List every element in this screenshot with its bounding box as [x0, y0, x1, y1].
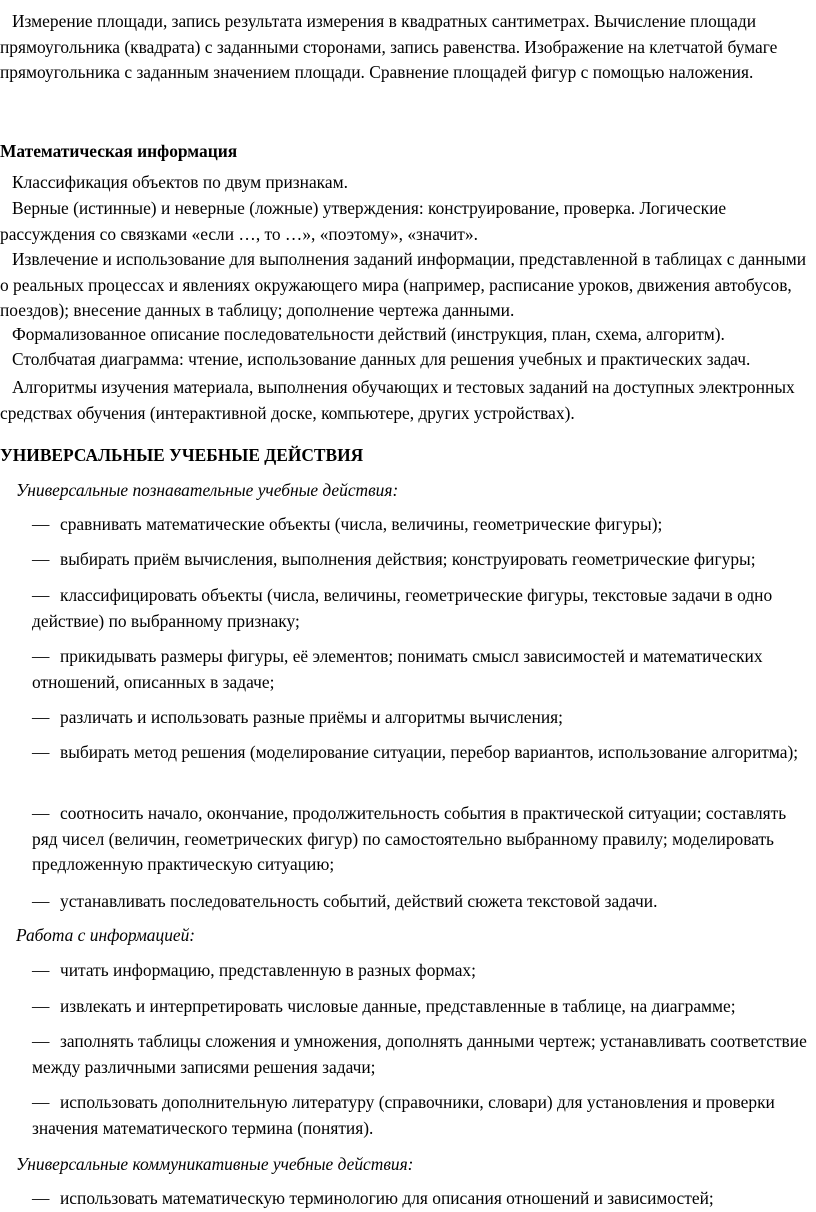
math-info-paragraph: Столбчатая диаграмма: чтение, использование данных для решения учебных и практических задач.	[12, 349, 751, 369]
list-item-text: заполнять таблицы сложения и умножения, дополнять данными чертеж; устанавливать соответствие между различными записями решения задачи;	[32, 1031, 807, 1077]
dash-marker: —	[32, 803, 50, 823]
dash-marker: —	[32, 996, 50, 1016]
dash-marker: —	[32, 1188, 50, 1208]
list-item	[32, 801, 816, 878]
list-item-text: использовать математическую терминологию для описания отношений и зависимостей;	[60, 1188, 714, 1208]
list-item-text: извлекать и интерпретировать числовые данные, представленные в таблице, на диаграмме;	[60, 996, 736, 1016]
subsection-title-cognitive: Универсальные познавательные учебные действия:	[16, 480, 399, 500]
list-item-text: соотносить начало, окончание, продолжительность события в практической ситуации; составлять ряд чисел (величин, геометрических фигур) по самостоятельно выбранному правилу; моделировать предложенную практическую ситуацию;	[32, 803, 787, 874]
math-info-paragraph: Алгоритмы изучения материала, выполнения обучающих и тестовых заданий на доступных электронных средствах обучения (интерактивной доске, компьютере, других устройствах).	[0, 377, 795, 423]
intro-paragraph: Измерение площади, запись результата измерения в квадратных сантиметрах. Вычисление площади прямоугольника (квадрата) с заданными сторонами, запись равенства. Изображение на клетчатой бумаге прямоугольника с заданным значением площади. Сравнение площадей фигур с помощью наложения.	[0, 11, 778, 82]
list-item-text: читать информацию, представленную в разных формах;	[60, 960, 476, 980]
math-info-paragraph: Формализованное описание последовательности действий (инструкция, план, схема, алгоритм).	[12, 324, 725, 344]
list-item-text: сравнивать математические объекты (числа, величины, геометрические фигуры);	[60, 514, 663, 534]
dash-marker: —	[32, 514, 50, 534]
dash-marker: —	[32, 707, 50, 727]
list-item-text: классифицировать объекты (числа, величины, геометрические фигуры, текстовые задачи в одно действие) по выбранному признаку;	[32, 585, 773, 631]
dash-marker: —	[32, 549, 50, 569]
dash-marker: —	[32, 960, 50, 980]
list-item	[32, 994, 816, 1020]
section-title-uud: УНИВЕРСАЛЬНЫЕ УЧЕБНЫЕ ДЕЙСТВИЯ	[0, 445, 364, 465]
dash-marker: —	[32, 585, 50, 605]
list-item	[32, 958, 816, 984]
list-item	[32, 512, 816, 538]
list-item-text: прикидывать размеры фигуры, её элементов; понимать смысл зависимостей и математических отношений, описанных в задаче;	[32, 646, 763, 692]
dash-marker: —	[32, 646, 50, 666]
list-item-text: использовать дополнительную литературу (справочники, словари) для установления и проверки значения математического термина (понятия).	[32, 1092, 775, 1138]
list-item	[32, 1090, 816, 1141]
section-title-math-info: Математическая информация	[0, 141, 238, 161]
list-item	[32, 547, 816, 573]
dash-marker: —	[32, 1092, 50, 1112]
list-item	[32, 889, 816, 915]
list-item	[32, 1029, 816, 1080]
list-item-text: выбирать метод решения (моделирование ситуации, перебор вариантов, использование алгоритма);	[60, 742, 799, 762]
math-info-paragraph: Извлечение и использование для выполнения заданий информации, представленной в таблицах с данными о реальных процессах и явлениях окружающего мира (например, расписание уроков, движения автобусов, поездов); внесение данных в таблицу; дополнение чертежа данными.	[0, 249, 807, 320]
list-item	[32, 740, 816, 766]
math-info-paragraph: Верные (истинные) и неверные (ложные) утверждения: конструирование, проверка. Логические рассуждения со связками «если …, то …», «поэтому», «значит».	[0, 198, 727, 244]
dash-marker: —	[32, 891, 50, 911]
list-item-text: устанавливать последовательность событий, действий сюжета текстовой задачи.	[60, 891, 658, 911]
subsection-title-communicative: Универсальные коммуникативные учебные действия:	[16, 1154, 414, 1174]
subsection-title-information: Работа с информацией:	[16, 925, 196, 945]
dash-marker: —	[32, 1031, 50, 1051]
dash-marker: —	[32, 742, 50, 762]
list-item	[32, 583, 816, 634]
list-item	[32, 1186, 816, 1212]
list-item	[32, 644, 816, 695]
math-info-paragraph: Классификация объектов по двум признакам.	[12, 172, 348, 192]
list-item-text: выбирать приём вычисления, выполнения действия; конструировать геометрические фигуры;	[60, 549, 756, 569]
list-item	[32, 705, 816, 731]
list-item-text: различать и использовать разные приёмы и алгоритмы вычисления;	[60, 707, 563, 727]
